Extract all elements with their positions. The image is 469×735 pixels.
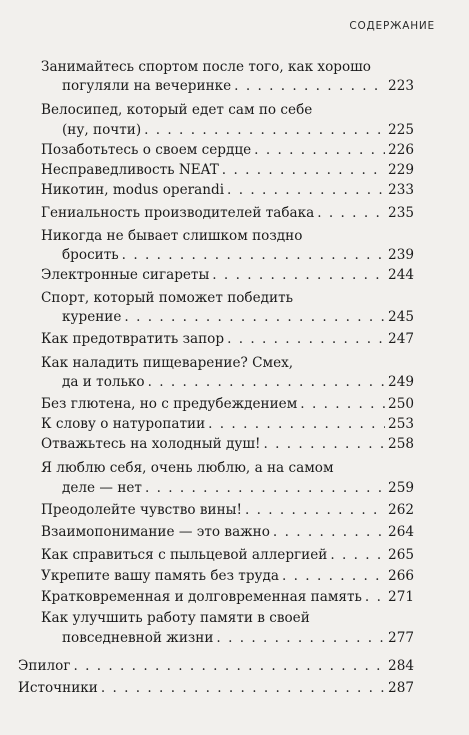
toc-entry-row (41, 546, 414, 564)
toc-entry-title: Позаботьтесь о своем сердце (41, 142, 252, 158)
toc-entry-title: Преодолейте чувство вины! (41, 502, 242, 518)
toc-entry-row (18, 679, 414, 697)
toc-entry-row (62, 479, 414, 497)
dot-leader (144, 121, 385, 139)
dot-leader (245, 501, 385, 519)
dot-leader (365, 588, 385, 606)
toc-entry-title-line: Никогда не бывает слишком поздно (41, 228, 303, 244)
page-number: 277 (388, 630, 414, 646)
toc-entry-title-line: Я люблю себя, очень люблю, а на самом (41, 460, 334, 476)
toc-entry-title-line: Как улучшить работу памяти в своей (41, 610, 310, 626)
dot-leader (216, 629, 385, 647)
toc-entry-row (62, 373, 414, 391)
page-number: 229 (388, 162, 414, 178)
page-number: 233 (388, 182, 414, 198)
dot-leader (101, 679, 385, 697)
toc-entry-title: деле — нет (62, 480, 142, 496)
page-number: 258 (388, 436, 414, 452)
page-number: 245 (388, 309, 414, 325)
toc-entry-row (41, 395, 414, 413)
dot-leader (124, 308, 385, 326)
toc-entry-title: бросить (62, 247, 119, 263)
page-number: 264 (388, 524, 414, 540)
page-number: 244 (388, 267, 414, 283)
toc-entry-row (62, 246, 414, 264)
dot-leader (264, 435, 386, 453)
dot-leader (73, 657, 385, 675)
toc-entry-row (41, 204, 414, 222)
dot-leader (234, 77, 385, 95)
toc-entry-row (41, 330, 414, 348)
dot-leader (317, 204, 385, 222)
toc-entry-title: Несправедливость NEAT (41, 162, 219, 178)
toc-entry-row (62, 121, 414, 139)
dot-leader (282, 567, 385, 585)
toc-entry-row (41, 523, 414, 541)
toc-entry-row (41, 181, 414, 199)
dot-leader (212, 266, 385, 284)
page-number: 259 (388, 480, 414, 496)
dot-leader (330, 546, 385, 564)
dot-leader (222, 161, 385, 179)
toc-entry-row (41, 415, 414, 433)
page-number: 271 (388, 589, 414, 605)
running-head: СОДЕРЖАНИЕ (349, 20, 435, 32)
toc-entry-title: Эпилог (18, 658, 71, 674)
page-number: 223 (388, 78, 414, 94)
toc-entry-title: Источники (18, 680, 98, 696)
toc-entry-title: Никотин, modus operandi (41, 182, 225, 198)
toc-entry-title: погуляли на вечеринке (62, 78, 232, 94)
toc-entry-row (62, 308, 414, 326)
dot-leader (227, 330, 385, 348)
dot-leader (300, 395, 385, 413)
page-number: 284 (388, 658, 414, 674)
toc-entry-row (41, 567, 414, 585)
toc-entry-title-line: Спорт, который поможет победить (41, 290, 294, 306)
dot-leader (254, 141, 385, 159)
toc-entry-title: Электронные сигареты (41, 267, 210, 283)
toc-entry-title: Как справиться с пыльцевой аллергией (41, 547, 328, 563)
toc-entry-title: повседневной жизни (62, 630, 214, 646)
dot-leader (122, 246, 385, 264)
page-number: 225 (388, 122, 414, 138)
page-number: 226 (388, 142, 414, 158)
dot-leader (148, 373, 385, 391)
toc-entry-title: Взаимопонимание — это важно (41, 524, 270, 540)
toc-entry-title: Отважьтесь на холодный душ! (41, 436, 261, 452)
toc-entry-title-line: Занимайтесь спортом после того, как хорошо (41, 59, 371, 75)
toc-entry-title-line: Велосипед, который едет сам по себе (41, 102, 313, 118)
toc-entry-row (41, 161, 414, 179)
toc-entry-title: Гениальность производителей табака (41, 205, 315, 221)
toc-entry-row (62, 77, 414, 95)
toc-entry-row (62, 629, 414, 647)
toc-entry-row (18, 657, 414, 675)
toc-entry-title: Без глютена, но с предубеждением (41, 396, 298, 412)
dot-leader (208, 415, 385, 433)
toc-entry-row (41, 501, 414, 519)
toc-entry-title: К слову о натуропатии (41, 416, 206, 432)
dot-leader (273, 523, 385, 541)
dot-leader (227, 181, 385, 199)
page-number: 265 (388, 547, 414, 563)
toc-entry-row (41, 435, 414, 453)
page-number: 266 (388, 568, 414, 584)
toc-entry-row (41, 588, 414, 606)
toc-entry-title: да и только (62, 374, 145, 390)
page-number: 249 (388, 374, 414, 390)
page-number: 250 (388, 396, 414, 412)
page-number: 235 (388, 205, 414, 221)
page-number: 262 (388, 502, 414, 518)
toc-entry-title: Кратковременная и долговременная память (41, 589, 362, 605)
toc-entry-title-line: Как наладить пищеварение? Смех, (41, 355, 294, 371)
toc-entry-row (41, 141, 414, 159)
page-number: 247 (388, 331, 414, 347)
dot-leader (145, 479, 385, 497)
toc-entry-title: Как предотвратить запор (41, 331, 225, 347)
toc-entry-row (41, 266, 414, 284)
toc-entry-title: (ну, почти) (62, 122, 142, 138)
toc-entry-title: курение (62, 309, 122, 325)
toc-entry-title: Укрепите вашу память без труда (41, 568, 280, 584)
page-number: 239 (388, 247, 414, 263)
page-number: 253 (388, 416, 414, 432)
page-number: 287 (388, 680, 414, 696)
